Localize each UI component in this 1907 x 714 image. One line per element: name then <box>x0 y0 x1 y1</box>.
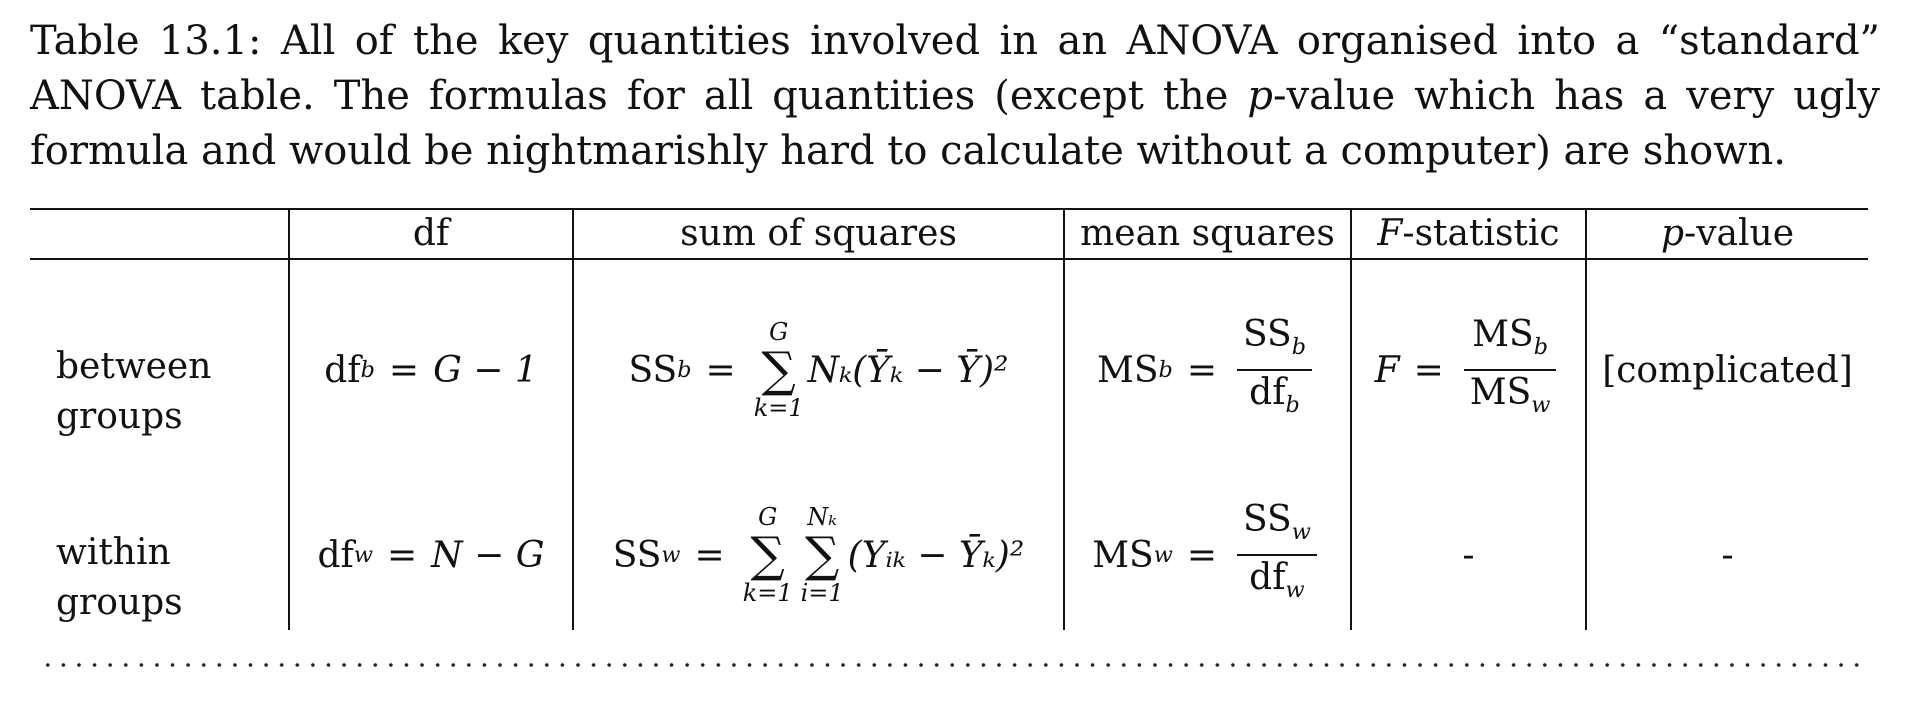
f-between: F = $\frac{MS_b}{MS_w}$ <box>1352 310 1585 430</box>
summation-symbol-i: Nₖ ∑ i=1 <box>800 503 844 607</box>
header-p-value: p -value <box>1660 212 1794 254</box>
header-mean-squares: mean squares <box>1080 212 1335 254</box>
ss-between: SS b = G ∑ k=1 Nₖ(Ȳₖ − Ȳ)² <box>628 318 1009 422</box>
summation-symbol-k: G ∑ k=1 <box>742 503 793 607</box>
dotted-rule <box>40 655 1870 675</box>
summation-symbol: G ∑ k=1 <box>753 318 804 422</box>
header-f-statistic: F -statistic <box>1377 212 1560 254</box>
ms-between: MS b = $\frac{SS_b}{df_b}$ <box>1065 310 1350 430</box>
header-sum-of-squares: sum of squares <box>680 212 957 254</box>
p-within: - <box>1721 534 1734 576</box>
row-label-within-groups: within groups <box>56 532 183 623</box>
caption-text-2: -value which has a very ugly formula and would be nightmarishly hard to calculate without a computer) are shown. <box>30 73 1880 174</box>
ms-within: MS w = $\frac{SS_w}{df_w}$ <box>1065 495 1350 615</box>
df-within: df w = N − G <box>317 534 545 576</box>
f-within: - <box>1462 534 1475 576</box>
row-label-between-groups: between groups <box>56 346 212 437</box>
ss-within: SS w = G ∑ k=1 Nₖ ∑ i=1 (Yᵢₖ − Ȳₖ)² <box>612 503 1025 607</box>
table-header-rule <box>30 258 1868 260</box>
df-between: df b = G − 1 <box>324 349 538 391</box>
caption-text-1: Table 13.1: All of the key quantities involved in an ANOVA organised into a “standard” ANOVA table. The formulas for all quantities (except the <box>30 18 1880 119</box>
table-caption <box>30 14 1880 179</box>
p-between: [complicated] <box>1602 349 1853 391</box>
caption-p-italic: p <box>1247 73 1273 119</box>
header-df: df <box>412 212 450 254</box>
